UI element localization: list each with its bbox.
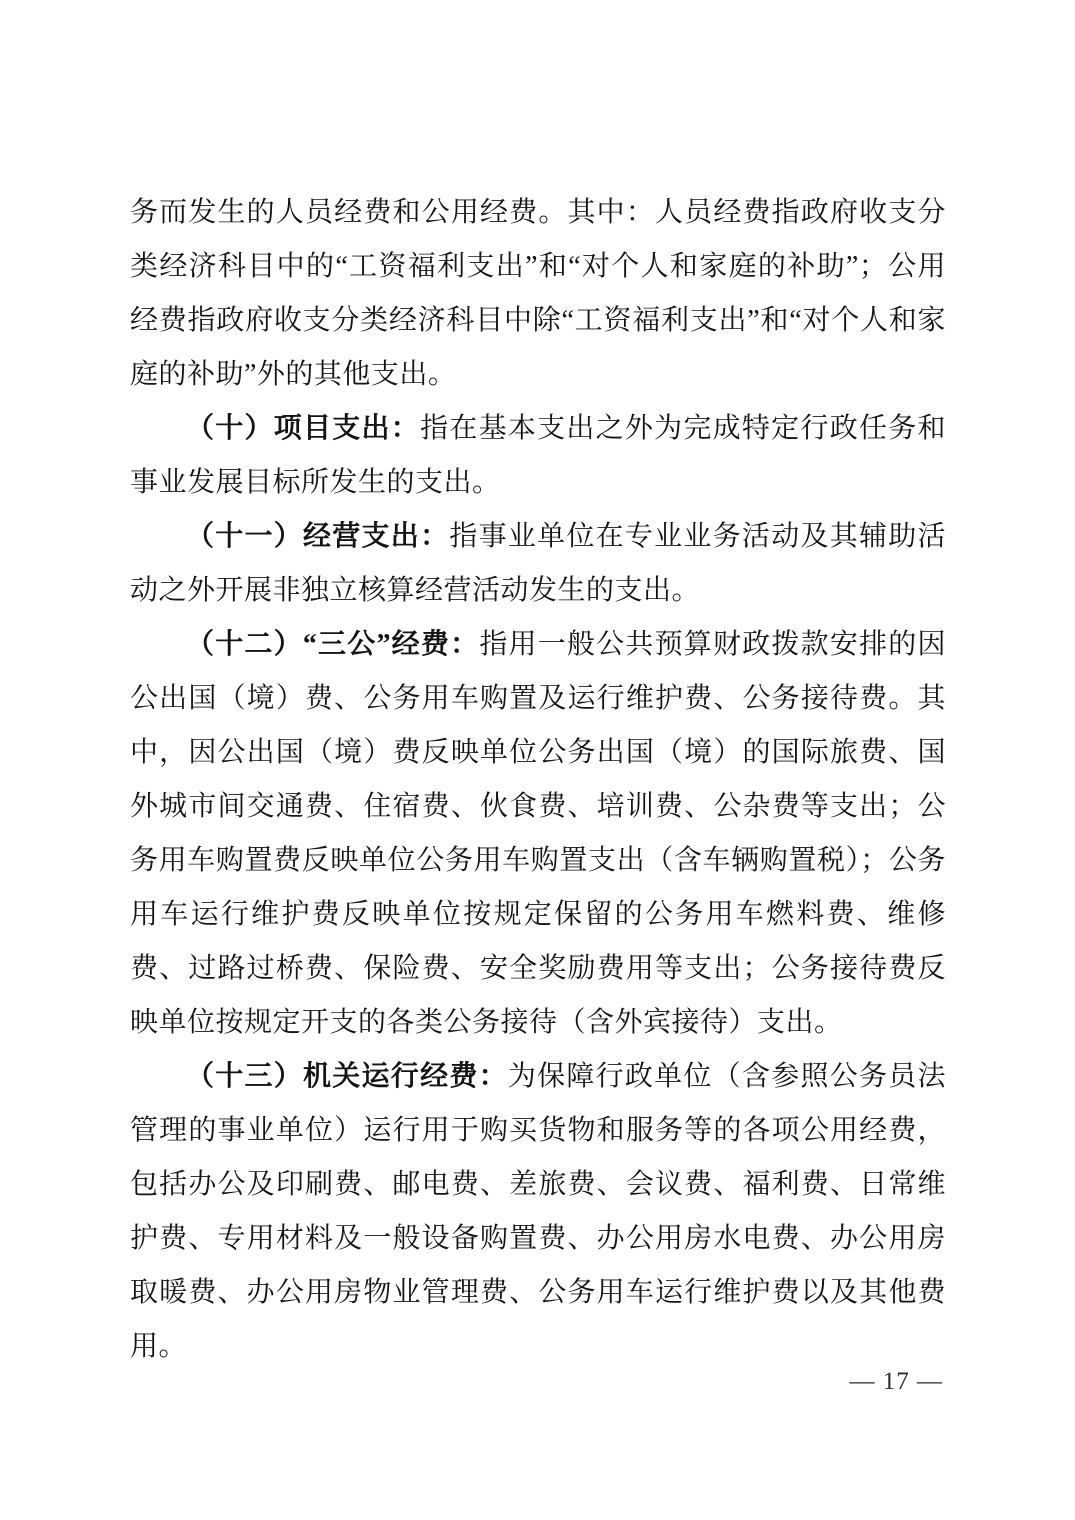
paragraph-lead-label: （十一）经营支出： [186, 521, 450, 552]
paragraph [130, 186, 946, 402]
paragraph [130, 510, 946, 618]
paragraph [130, 1050, 946, 1374]
paragraph-lead-label: （十三）机关运行经费： [186, 1061, 508, 1092]
paragraph-lead-label: （十二）“三公”经费： [186, 629, 480, 660]
paragraph-lead-label: （十）项目支出： [186, 413, 421, 444]
paragraph [130, 618, 946, 1050]
paragraph-text: 务而发生的人员经费和公用经费。其中：人员经费指政府收支分类经济科目中的“工资福利支出”和“对个人和家庭的补助”；公用经费指政府收支分类经济科目中除“工资福利支出”和“对个人和家庭的补助”外的其他支出。 [130, 197, 946, 390]
paragraph-text: 指用一般公共预算财政拨款安排的因公出国（境）费、公务用车购置及运行维护费、公务接待费。其中，因公出国（境）费反映单位公务出国（境）的国际旅费、国外城市间交通费、住宿费、伙食费、培训费、公杂费等支出；公务用车购置费反映单位公务用车购置支出（含车辆购置税）；公务用车运行维护费反映单位按规定保留的公务用车燃料费、维修费、过路过桥费、保险费、安全奖励费用等支出；公务接待费反映单位按规定开支的各类公务接待（含外宾接待）支出。 [130, 629, 946, 1038]
page-number: — 17 — [849, 1368, 943, 1395]
paragraph-text: 指事业单位在专业业务活动及其辅助活动之外开展非独立核算经营活动发生的支出。 [130, 521, 946, 606]
paragraph-text: 为保障行政单位（含参照公务员法管理的事业单位）运行用于购买货物和服务等的各项公用经费，包括办公及印刷费、邮电费、差旅费、会议费、福利费、日常维护费、专用材料及一般设备购置费、办公用房水电费、办公用房取暖费、办公用房物业管理费、公务用车运行维护费以及其他费用。 [130, 1061, 946, 1362]
paragraph-text: 指在基本支出之外为完成特定行政任务和事业发展目标所发生的支出。 [130, 413, 946, 498]
document-body [130, 186, 946, 1374]
paragraph [130, 402, 946, 510]
